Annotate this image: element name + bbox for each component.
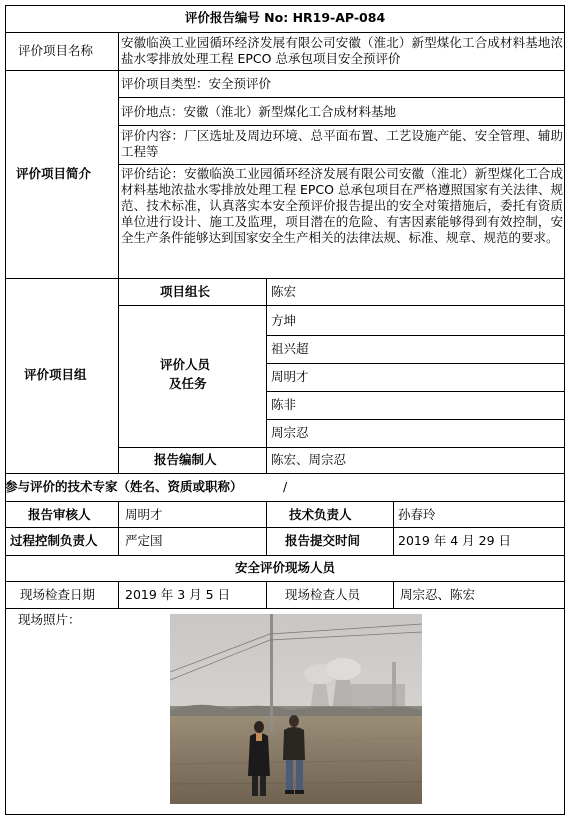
submit-value: 2019 年 4 月 29 日 [398, 533, 512, 548]
site-photo [170, 614, 422, 804]
process-label: 过程控制负责人 [10, 533, 98, 548]
writer-label: 报告编制人 [154, 452, 217, 467]
team-label: 评价项目组 [24, 367, 87, 382]
tech-lead-value: 孙春玲 [398, 507, 436, 522]
staff-member: 祖兴超 [271, 341, 309, 356]
leader-value: 陈宏 [271, 284, 297, 299]
evaluation-content: 评价内容：厂区选址及周边环境、总平面布置、工艺设施产能、安全管理、辅助工程等 [121, 128, 563, 159]
evaluation-location: 评价地点：安徽（淮北）新型煤化工合成材料基地 [121, 104, 397, 119]
inspect-date-label: 现场检查日期 [20, 587, 96, 602]
staff-label-line1: 评价人员 [160, 357, 211, 372]
project-name-label: 评价项目名称 [18, 43, 94, 58]
project-name-value: 安徽临涣工业园循环经济发展有限公司安徽（淮北）新型煤化工合成材料基地浓盐水零排放处理工程 EPCO 总承包项目安全预评价 [121, 35, 563, 66]
inspect-staff-label: 现场检查人员 [285, 587, 361, 602]
leader-label: 项目组长 [160, 284, 211, 299]
staff-label-line2: 及任务 [169, 376, 207, 391]
writer-value: 陈宏、周宗忍 [271, 452, 347, 467]
inspect-staff-value: 周宗忍、陈宏 [400, 587, 476, 602]
staff-member: 陈非 [271, 397, 297, 412]
intro-label: 评价项目简介 [16, 166, 92, 181]
submit-label: 报告提交时间 [285, 533, 361, 548]
report-number: 评价报告编号 No: HR19-AP-084 [184, 10, 386, 25]
process-value: 严定国 [125, 533, 163, 548]
evaluation-conclusion: 评价结论：安徽临涣工业园循环经济发展有限公司安徽（淮北）新型煤化工合成材料基地浓盐水零排放处理工程 EPCO 总承包项目在严格遵照国家有关法律、规范、技术标准，认真落实本安全预评价报告提出的安全对策措施后，委托有资质单位进行设计、施工及监理，项目潜在的危险、有害因素能够得到有效控制，安全生产条件能够达到国家安全生产相关的法律法规、标准、规章、规范的要求。 [121, 166, 563, 245]
inspect-date-value: 2019 年 3 月 5 日 [125, 587, 231, 602]
reviewer-label: 报告审核人 [28, 507, 91, 522]
staff-member: 方坤 [271, 313, 297, 328]
tech-lead-label: 技术负责人 [289, 507, 352, 522]
experts-label: 参与评价的技术专家（姓名、资质或职称） [5, 479, 243, 494]
project-type: 评价项目类型：安全预评价 [121, 76, 272, 91]
staff-member: 周明才 [271, 369, 309, 384]
photo-label: 现场照片： [18, 612, 81, 627]
experts-value: / [283, 479, 288, 494]
site-staff-header: 安全评价现场人员 [234, 560, 335, 575]
staff-member: 周宗忍 [271, 425, 309, 440]
reviewer-value: 周明才 [125, 507, 163, 522]
